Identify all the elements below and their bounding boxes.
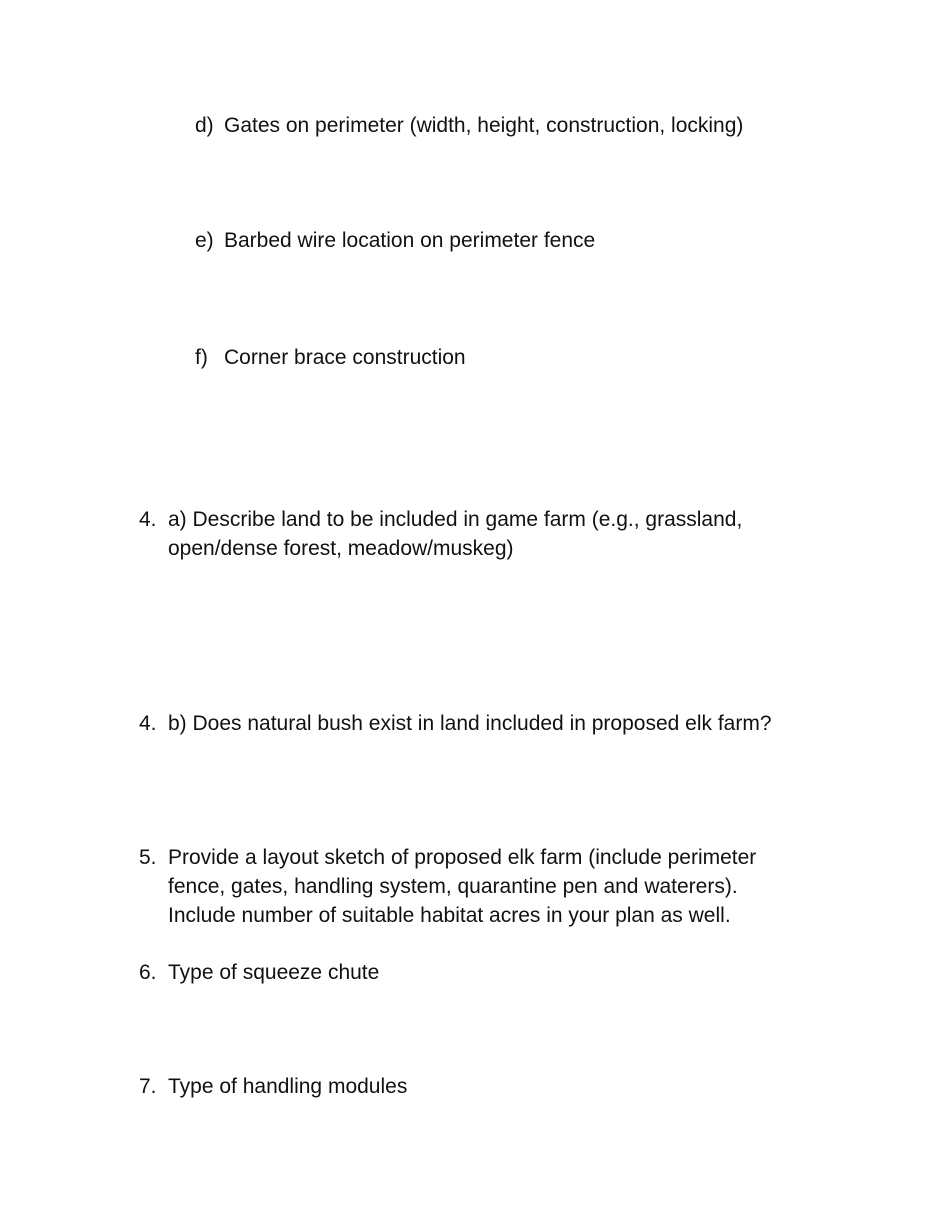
question-text xyxy=(168,958,819,987)
question-7 xyxy=(139,1072,819,1101)
question-number: 5. xyxy=(139,846,157,869)
question-text xyxy=(168,1072,819,1101)
question-text xyxy=(168,843,819,930)
item-marker: d) xyxy=(195,114,214,137)
question-number: 6. xyxy=(139,961,157,984)
item-d-gates xyxy=(195,111,835,140)
item-f-corner-brace xyxy=(195,343,835,372)
question-text xyxy=(168,709,819,738)
item-text: Corner brace construction xyxy=(224,346,466,369)
question-line: fence, gates, handling system, quarantine pen and waterers). xyxy=(168,875,738,898)
item-e-barbed-wire xyxy=(195,226,835,255)
question-line: a) Describe land to be included in game farm (e.g., grassland, xyxy=(168,508,743,531)
item-marker: f) xyxy=(195,346,208,369)
question-5 xyxy=(139,843,819,930)
question-line: Include number of suitable habitat acres in your plan as well. xyxy=(168,904,731,927)
question-number: 4. xyxy=(139,508,157,531)
item-text: Gates on perimeter (width, height, construction, locking) xyxy=(224,114,744,137)
question-number: 4. xyxy=(139,712,157,735)
question-line: Provide a layout sketch of proposed elk farm (include perimeter xyxy=(168,846,757,869)
question-line: b) Does natural bush exist in land included in proposed elk farm? xyxy=(168,712,772,735)
question-text xyxy=(168,505,819,563)
question-number: 7. xyxy=(139,1075,157,1098)
question-4b xyxy=(139,709,819,738)
question-line: open/dense forest, meadow/muskeg) xyxy=(168,537,514,560)
item-marker: e) xyxy=(195,229,214,252)
question-6 xyxy=(139,958,819,987)
question-line: Type of squeeze chute xyxy=(168,961,380,984)
question-line: Type of handling modules xyxy=(168,1075,408,1098)
item-text: Barbed wire location on perimeter fence xyxy=(224,229,596,252)
question-4a xyxy=(139,505,819,563)
